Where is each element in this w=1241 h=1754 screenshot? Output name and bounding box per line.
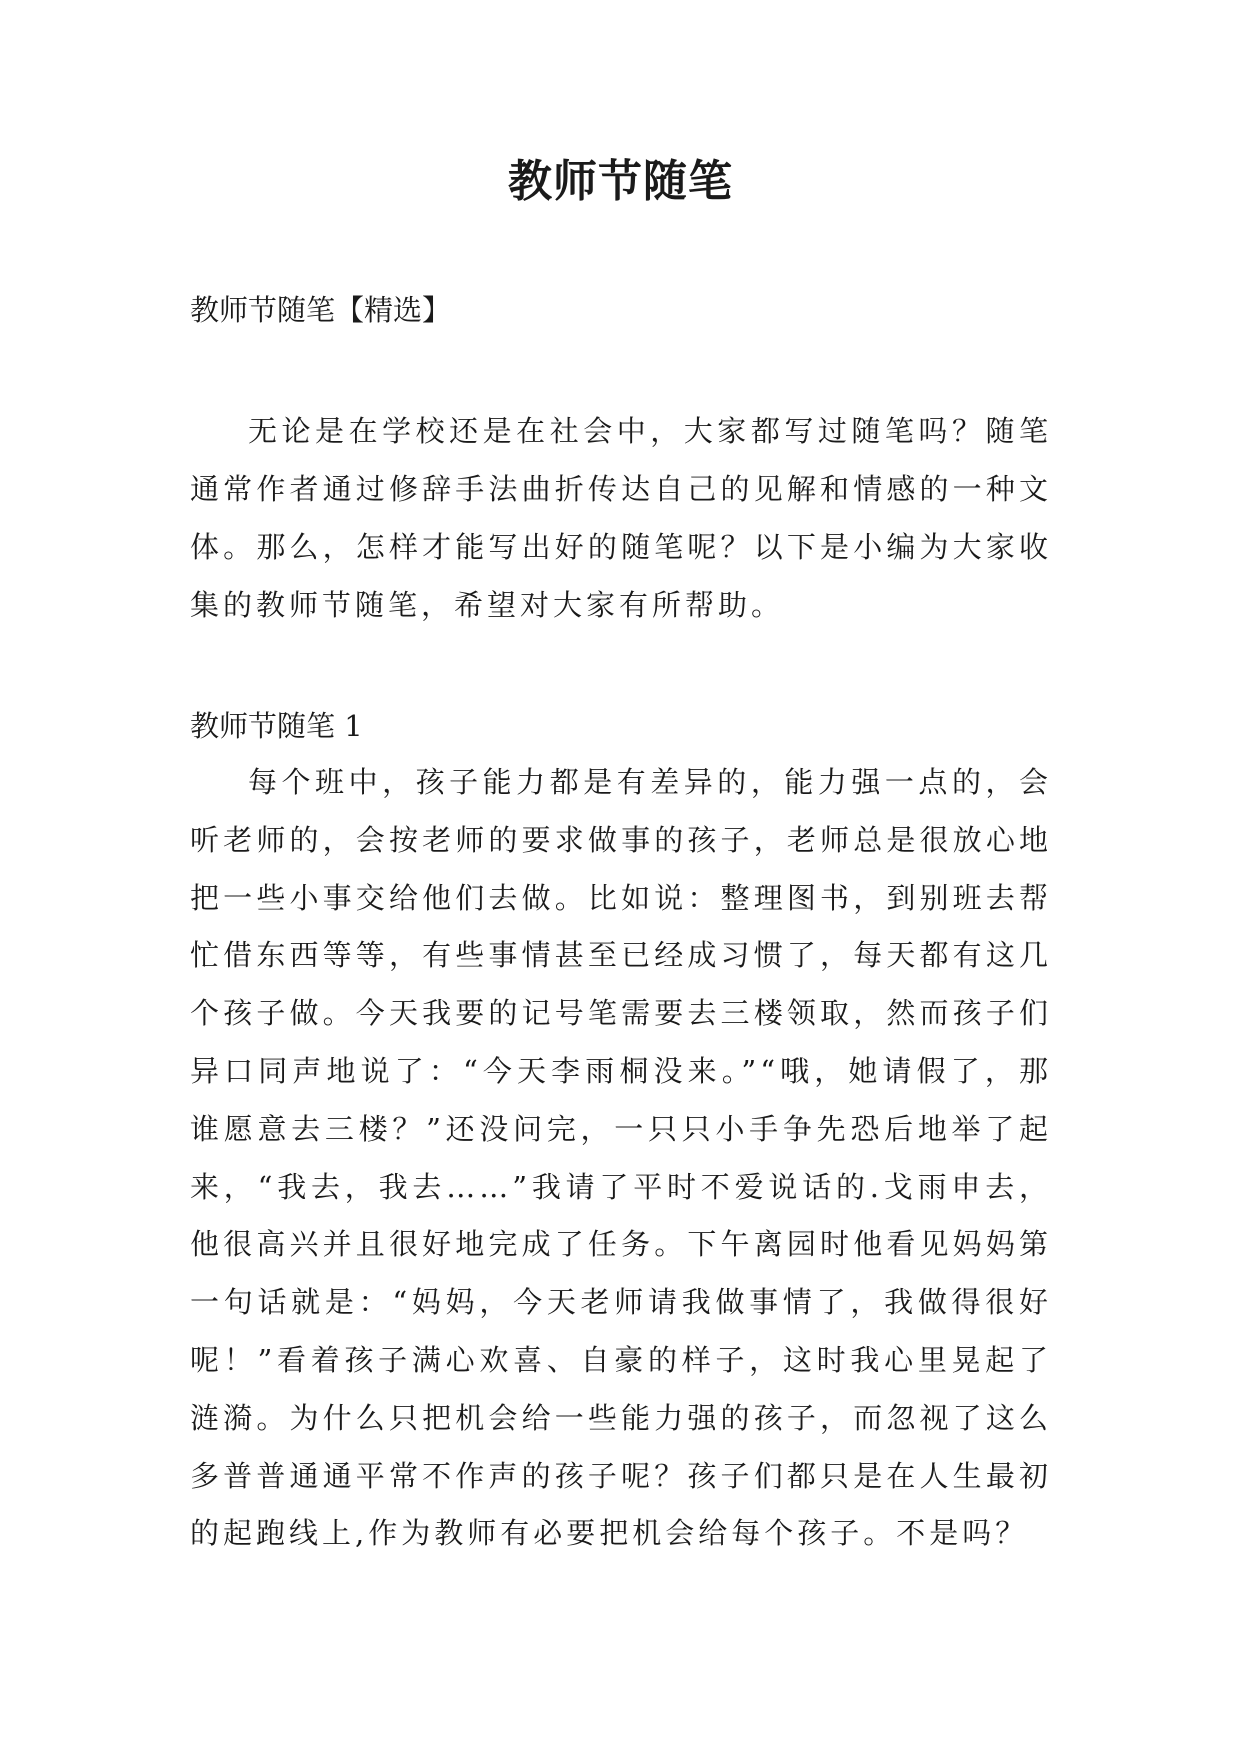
section-heading: 教师节随笔 1	[190, 709, 363, 743]
document-subtitle: 教师节随笔【精选】	[190, 293, 452, 327]
document-title: 教师节随笔	[508, 156, 733, 207]
intro-paragraph: 无论是在学校还是在社会中，大家都写过随笔吗？随笔通常作者通过修辞手法曲折传达自己的见解和情感的一种文体。那么，怎样才能写出好的随笔呢？以下是小编为大家收集的教师节随笔，希望对大家有所帮助。	[190, 414, 1052, 622]
section-body-paragraph: 每个班中，孩子能力都是有差异的，能力强一点的，会听老师的，会按老师的要求做事的孩子，老师总是很放心地把一些小事交给他们去做。比如说：整理图书，到别班去帮忙借东西等等，有些事情甚至已经成习惯了，每天都有这几个孩子做。今天我要的记号笔需要去三楼领取，然而孩子们异口同声地说了：“今天李雨桐没来。”“哦，她请假了，那谁愿意去三楼？”还没问完，一只只小手争先恐后地举了起来，“我去，我去……”我请了平时不爱说话的.戈雨申去，他很高兴并且很好地完成了任务。下午离园时他看见妈妈第一句话就是：“妈妈，今天老师请我做事情了，我做得很好呢！”看着孩子满心欢喜、自豪的样子，这时我心里晃起了涟漪。为什么只把机会给一些能力强的孩子，而忽视了这么多普普通通平常不作声的孩子呢？孩子们都只是在人生最初的起跑线上,作为教师有必要把机会给每个孩子。不是吗？	[190, 765, 1052, 1551]
